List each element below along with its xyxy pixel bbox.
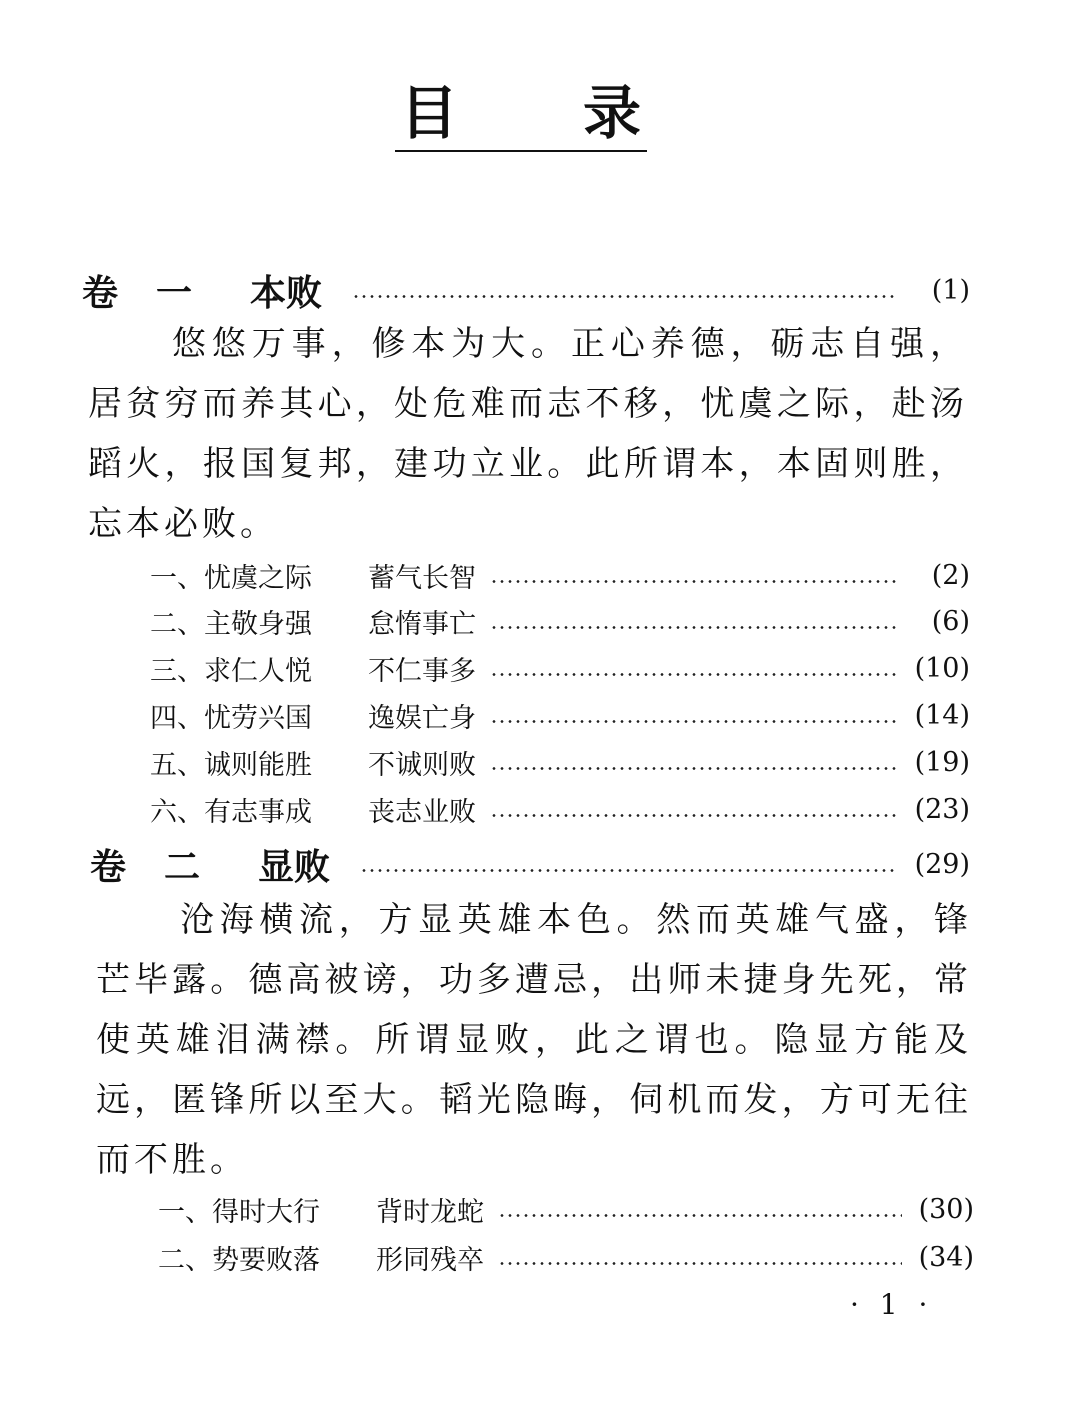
chapter-2-entry bbox=[90, 840, 970, 888]
page-number: · 1 · bbox=[850, 1288, 934, 1321]
chapter-number: 一 bbox=[156, 272, 193, 314]
title-char-lu: 录 bbox=[583, 79, 642, 147]
section-entry bbox=[150, 647, 970, 689]
dot-leader bbox=[498, 1214, 902, 1217]
chapter-vol-label: 卷 bbox=[90, 846, 127, 888]
section-entry bbox=[150, 554, 970, 596]
section-subtitle: 逸娱亡身 bbox=[368, 702, 476, 734]
section-entry bbox=[150, 600, 970, 642]
dot-leader bbox=[490, 814, 898, 817]
section-page-ref: (14) bbox=[914, 699, 970, 731]
section-page-ref: (23) bbox=[914, 793, 970, 825]
section-subtitle: 不诚则败 bbox=[368, 749, 476, 781]
section-title: 六、有志事成 bbox=[150, 796, 312, 828]
dot-leader bbox=[490, 580, 898, 583]
section-entry bbox=[158, 1236, 974, 1278]
section-subtitle: 丧志业败 bbox=[368, 796, 476, 828]
section-page-ref: (19) bbox=[914, 746, 970, 778]
title-underline bbox=[395, 150, 647, 152]
section-title: 二、势要败落 bbox=[158, 1244, 320, 1276]
chapter-number: 二 bbox=[164, 846, 201, 888]
chapter-name: 显败 bbox=[258, 846, 331, 888]
chapter-1-summary: 悠悠万事，修本为大。正心养德，砺志自强，居贫穷而养其心，处危难而志不移，忧虞之际，赴汤蹈火，报国复邦，建功立业。此所谓本，本固则胜，忘本必败。 bbox=[88, 324, 968, 544]
chapter-vol-label: 卷 bbox=[82, 272, 119, 314]
dot-leader bbox=[360, 869, 898, 872]
chapter-2-summary: 沧海横流，方显英雄本色。然而英雄气盛，锋芒毕露。德高被谤，功多遭忌，出师未捷身先死，常使英雄泪满襟。所谓显败，此之谓也。隐显方能及远，匿锋所以至大。韬光隐晦，伺机而发，方可无往而不胜。 bbox=[96, 900, 972, 1180]
section-subtitle: 不仁事多 bbox=[368, 655, 476, 687]
dot-leader bbox=[498, 1262, 902, 1265]
section-subtitle: 怠惰事亡 bbox=[368, 608, 476, 640]
chapter-1-entry bbox=[82, 266, 970, 314]
dot-leader bbox=[490, 673, 898, 676]
section-subtitle: 蓄气长智 bbox=[368, 562, 476, 594]
section-title: 一、得时大行 bbox=[158, 1196, 320, 1228]
section-entry bbox=[150, 694, 970, 736]
section-title: 四、忧劳兴国 bbox=[150, 702, 312, 734]
section-page-ref: (6) bbox=[931, 605, 970, 637]
chapter-page-ref: (1) bbox=[931, 274, 970, 306]
section-page-ref: (10) bbox=[914, 652, 970, 684]
section-entry bbox=[158, 1188, 974, 1230]
section-title: 三、求仁人悦 bbox=[150, 655, 312, 687]
section-title: 五、诚则能胜 bbox=[150, 749, 312, 781]
section-subtitle: 形同残卒 bbox=[376, 1244, 484, 1276]
dot-leader bbox=[490, 720, 898, 723]
chapter-name: 本败 bbox=[250, 272, 323, 314]
page-title bbox=[395, 78, 650, 158]
section-title: 二、主敬身强 bbox=[150, 608, 312, 640]
section-page-ref: (34) bbox=[918, 1241, 974, 1273]
title-char-mu: 目 bbox=[400, 79, 459, 147]
section-page-ref: (2) bbox=[931, 559, 970, 591]
dot-leader bbox=[490, 767, 898, 770]
section-page-ref: (30) bbox=[918, 1193, 974, 1225]
section-entry bbox=[150, 741, 970, 783]
dot-leader bbox=[490, 626, 898, 629]
section-entry bbox=[150, 788, 970, 830]
section-title: 一、忧虞之际 bbox=[150, 562, 312, 594]
section-subtitle: 背时龙蛇 bbox=[376, 1196, 484, 1228]
dot-leader bbox=[352, 295, 898, 298]
chapter-page-ref: (29) bbox=[914, 848, 970, 880]
